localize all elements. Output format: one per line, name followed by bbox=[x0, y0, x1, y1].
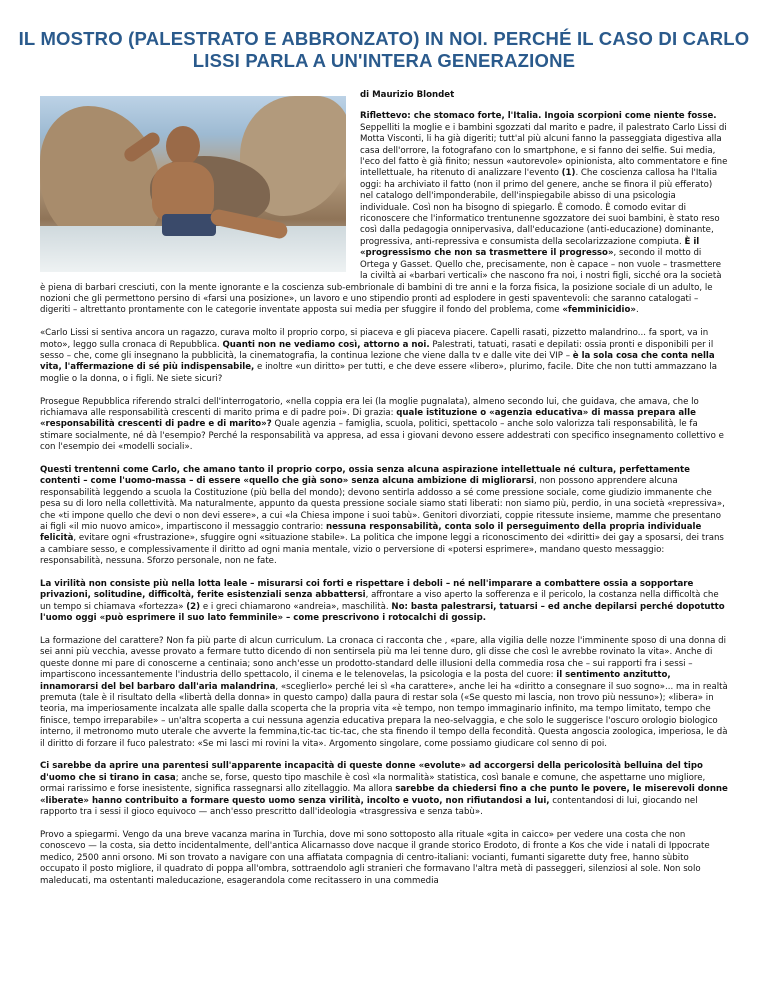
paragraph-2 bbox=[40, 328, 728, 385]
text-run: Prosegue Repubblica riferendo stralci dell'interrogatorio, «nella coppia era lei (la moglie pugnalata), almeno secondo lui, che guidava, che amava, che lo richiamava alle responsabilità crescenti di marito prima e di padre poi». Di grazia: bbox=[40, 396, 699, 418]
bold-text: quale istituzione o «agenzia educativa» di massa prepara alle «responsabilità crescenti di padre e di marito»? bbox=[40, 407, 696, 430]
bold-text: sarebbe da chiedersi fino a che punto le povere, le miserevoli donne «liberate» hanno contribuito a formare questo uomo senza virilità, incolto e vuoto, non rifiutandosi a lui, bbox=[40, 784, 728, 806]
bold-text: Questi trentenni come Carlo, che amano tanto il proprio corpo, ossia senza alcuna aspirazione intellettuale né cultura, perfettamente contenti – come l'uomo-massa – di essere «quello che già sono» senza alcuna ambizione di migliorarsi bbox=[40, 464, 690, 487]
text-run: Palestrati, tatuati, rasati e depilati: ossia pronti e disponibili per il sesso – che, come gli insegnano la pubblicità, la cinematografia, la continua lezione che viene dalla tv e dalle vite dei VIP – bbox=[40, 339, 714, 361]
text-run: , secondo il motto di Ortega y Gasset. Quello che, precisamente, non è capace – non vuole – trasmettere la civiltà ai «barbari verticali» che nascono fra noi, i nostri figli, sicché ora la società è piena di barbari cresciuti, con la mente ignorante e la coscienza sub-embrionale di bambini di tre anni e la forza fisica, la posizione sociale di un adulto, le nozioni che gli permettono persino di «farsi una posizione», un lavoro e uno stipendio pronti ad esplodere in gesti spaventevoli: che saranno catalogati – digeriti – altrettanto prontamente con le categorie inventate apposta sui media per sfuggire il fondo del problema, come bbox=[40, 248, 722, 316]
bold-text: È il «progressismo che non sa trasmettere il progresso» bbox=[360, 236, 700, 259]
bold-text: Riflettevo: che stomaco forte, l'Italia. Ingoia scorpioni come niente fosse. bbox=[360, 111, 717, 122]
paragraph-5 bbox=[40, 579, 728, 625]
text-run: . bbox=[635, 305, 639, 316]
paragraph-4 bbox=[40, 465, 728, 568]
byline: di Maurizio Blondet bbox=[360, 90, 455, 100]
bold-text: Ci sarebbe da aprire una parentesi sull'apparente incapacità di queste donne «evolute» ad accorgersi della pericolosità belluina del tipo d'uomo che si tirano in casa bbox=[40, 761, 703, 783]
paragraph-8 bbox=[40, 830, 728, 887]
bold-text: La virilità non consiste più nella lotta leale – misurarsi coi forti e rispettare i deboli – né nell'imparare a combattere ossia a sopportare privazioni, solitudine, difficoltà, ferite esistenziali senza abbattersi bbox=[40, 579, 694, 601]
text-run: e i greci chiamarono «andreia», maschilità. bbox=[200, 601, 392, 612]
bold-text: è la sola cosa che conta nella vita, l'affermazione di sé più indispensabile, bbox=[40, 350, 715, 373]
paragraph-7 bbox=[40, 761, 728, 818]
text-run: . Che coscienza callosa ha l'Italia oggi: ha archiviato il fatto (non il primo del genere, anche se finora il più efferato) nel catalogo dell'imponderabile, dell'inspiegabile abisso di una psicologia individuale. Così non ha bisogno di spiegarlo. È comodo. È comodo evitar di riconoscere che l'informatico trentunenne sgozzatore dei suoi bambini, è stato reso così dalla pedagogia onnipervasiva, dall'educazione (anti-educazione) dominante, progressiva, anti-repressiva e consumista della secolarizzazione compiuta. bbox=[360, 168, 720, 247]
text-run: , non possono apprendere alcuna responsabilità leggendo a scuola la Costituzione (più bella del mondo); devono sentirla addosso a sé come pressione sociale, come giudizio immanente che pesa su di loro nella collettività. Ma naturalmente, appunto da questa pressione sociale siamo stati liberati: non siamo più, perdio, in una società «repressiva», che «ti impone quello che devi o non devi essere», a cui «la Chiesa impone i suoi tabù». Genitori divorziati, coppie ritessute insieme, mamme che presentano ai figli «il mio nuovo amico», impartiscono il messaggio contrario: bbox=[40, 476, 725, 532]
text-run: ; anche se, forse, questo tipo maschile è così «la normalità» statistica, così banale e comune, che aspettarne uno migliore, ormai rarissimo e forse inesistente, significa rassegnarsi allo zitellaggio. Ma allora bbox=[40, 772, 706, 795]
bold-text: (2) bbox=[186, 601, 201, 612]
article-title: IL MOSTRO (PALESTRATO E ABBRONZATO) IN NOI. PERCHÉ IL CASO DI CARLO LISSI PARLA A UN'INTERA GENERAZIONE bbox=[18, 28, 750, 71]
text-run: Quale agenzia – famiglia, scuola, politici, spettacolo – anche solo valorizza tali responsabilità, le fa stimare socialmente, né dà l'esempio? Perché la responsabilità va appresa, ad essa i giovani devono essere addestrati con specifico insegnamento collettivo e con l'esempio dei «modelli sociali». bbox=[40, 419, 724, 453]
bold-text: il sentimento anzitutto, innamorarsi del bel barbaro dall'aria malandrina bbox=[40, 670, 671, 692]
bold-text: Quanti non ne vediamo così, attorno a noi. bbox=[222, 339, 430, 350]
text-run: Seppelliti la moglie e i bambini sgozzati dal marito e padre, il palestrato Carlo Lissi di Motta Visconti, li ha già digeriti; tutt'al più alcuni fanno la passeggiata digestiva alla casa dell'orrore, la fotografano con lo smartphone, e si fanno dei selfie. Sui media, l'eco del fatto è già finito; nessun «autorevole» opinionista, alto commentatore e fine intellettuale, ha ritenuto di analizzare l'evento bbox=[360, 122, 728, 179]
paragraph-3 bbox=[40, 397, 728, 454]
article-body bbox=[40, 90, 728, 898]
bold-text: (1) bbox=[561, 168, 576, 179]
paragraph-6 bbox=[40, 636, 728, 750]
text-run: , «sceglierlo» perché lei sì «ha carattere», anche lei ha «diritto a consegnare il suo sogno»... ma in realtà premuta (tale è il risultato della «libertà della donna» in questo campo) dalla paura di restar sola («Se questo mi lascia, non trovo più nessuno»); «libera» in teoria, ma imperiosamente incalzata alle spalle dalla scoperta che la propria vita «è tempo, non tempo immaginario infinito, ma tempo limitato, tempo che finisce, tempo irreparabile» – un'altra scoperta a cui nessuna agenzia educativa prepara la neo-selvaggia, e che solo le suggerisce l'oscuro orologio biologico interno, il metronomo muto uterale che avverte la femmina,tic-tac tic-tac, che sta finendo il tempo della fecondità. Questa angoscia zoologica, imperiosa, le dà il diritto di forzare il fuco palestrato: «Se mi lasci mi rovini la vita». Argomento singolare, come possiamo giudicare col senno di poi. bbox=[40, 681, 728, 749]
text-run: «Carlo Lissi si sentiva ancora un ragazzo, curava molto il proprio corpo, si piaceva e gli piaceva piacere. Capelli rasati, pizzetto malandrino... fa sport, va in moto», leggo sulla cronaca di Repubblica. bbox=[40, 328, 709, 350]
text-run: e inoltre «un diritto» per tutti, e che deve essere «libero», plurimo, facile. Dite che non tutti ammazzano la moglie o la donna, o i figli. Ne siete sicuri? bbox=[40, 362, 718, 384]
text-run: Provo a spiegarmi. Vengo da una breve vacanza marina in Turchia, dove mi sono sottoposto alla rituale «gita in caicco» per vedere una costa che non conoscevo — la costa, sia detto incidentalmente, dell'antica Alicarnasso dove nacque il grande storico Erodoto, di fronte a Kos che vide i natali di Ippocrate medico, 2500 anni orsono. Mi son trovato a navigare con una affiatata compagnia di centro-italiani: vocianti, fumanti sigarette duty free, hanno sùbito occupato il posto migliore, il quadrato di poppa all'ombra, sottraendolo agli stranieri che formavano l'altra metà di passeggeri, silenziosi al sole. Non solo maleducati, ma ostentanti maleducazione, esagerandola come recitassero in una commedia bbox=[40, 829, 710, 886]
text-run: , evitare ogni «frustrazione», sfuggire ogni «situazione stabile». La politica che impone leggi a riconoscimento dei «diritti» dei gay a sposarsi, dei trans a cambiare sesso, e complessivamente il diritto ad ogni mania mentale, vizio o perversione di «potersi esprimere», mandano questo messaggio: responsabilità, nessuna. Sforzo personale, non ne fate. bbox=[40, 533, 724, 567]
bold-text: No: basta palestrarsi, tatuarsi – ed anche depilarsi perché dopotutto l'uomo oggi «può esprimere il suo lato femminile» – come prescrivono i rotocalchi di gossip. bbox=[40, 601, 725, 624]
bold-text: nessuna responsabilità, conta solo il perseguimento della propria individuale felicità bbox=[40, 521, 702, 544]
bold-text: «femminicidio» bbox=[562, 305, 636, 316]
text-run: contentandosi di lui, giocando nel rapporto tra i sessi il gioco equivoco — anch'esso prescritto dall'ideologia «trasgressiva e senza tabù». bbox=[40, 795, 698, 818]
text-run: La formazione del carattere? Non fa più parte di alcun curriculum. La cronaca ci racconta che , «pare, alla vigilia delle nozze l'imminente sposo di una donna di sei anni più vecchia, avesse provato a fermare tutto dicendo di non sentirsela più ma lei tenne duro, gli disse che così le avrebbe rovinato la vita». Anche di queste donne mi pare di conoscerne a centinaia; sono anch'esse un prodotto-standard delle illusioni della commedia rosa che – sui rapporti fra i sessi – impartiscono incessantemente l'industria dello spettacolo, il cinema e le telenovelas, la psicologia e la posta del cuore: bbox=[40, 636, 727, 681]
text-run: , affrontare a viso aperto la sofferenza e il pericolo, la costanza nella difficoltà che un tempo si chiamava «fortezza» bbox=[40, 590, 719, 612]
